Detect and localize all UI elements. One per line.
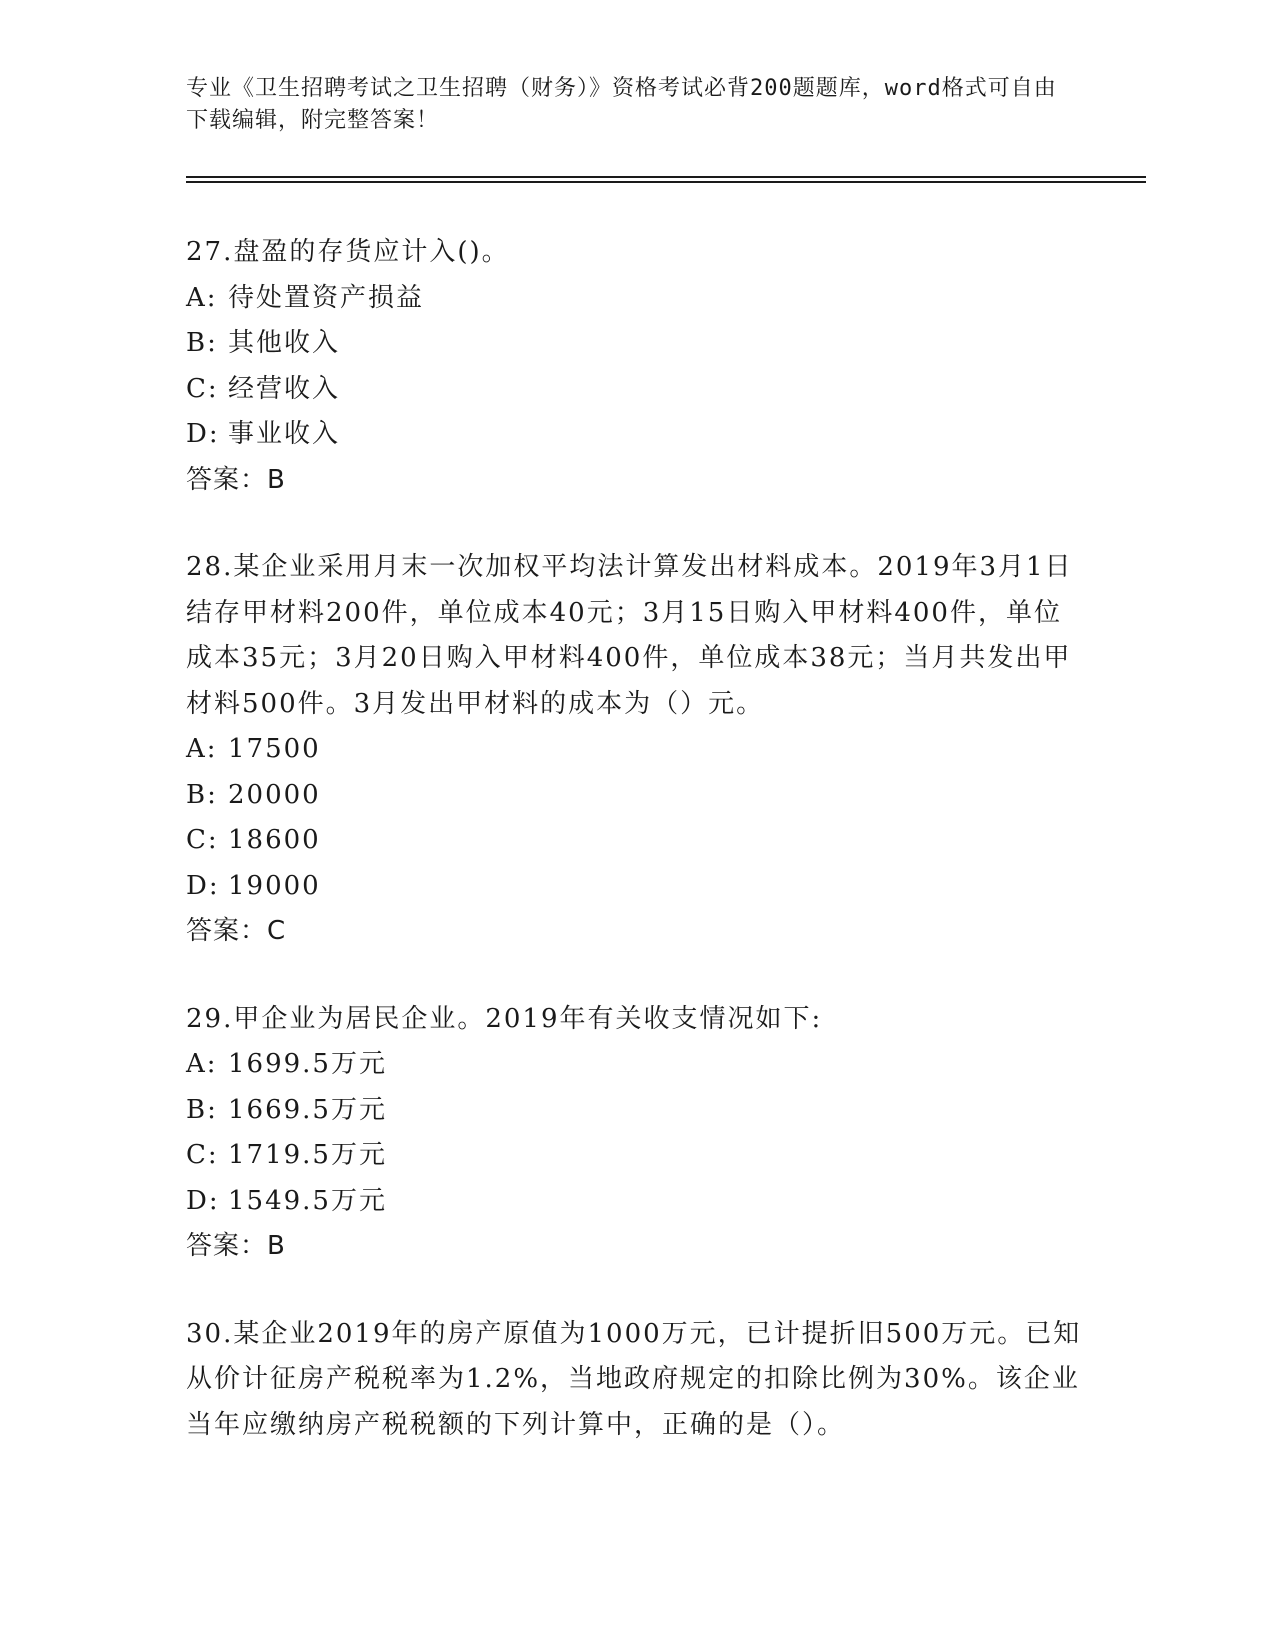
option-d (186, 412, 1086, 458)
question-27 (186, 230, 1086, 503)
option-b (186, 773, 1086, 819)
header-rule-bottom (186, 181, 1146, 183)
option-text: 其他收入 (228, 328, 341, 358)
option-text: 经营收入 (228, 373, 341, 404)
question-text: 29.甲企业为居民企业。2019年有关收支情况如下: (186, 1003, 823, 1034)
option-b (186, 1088, 1086, 1134)
header-rule-top (186, 176, 1146, 178)
option-d (186, 1179, 1086, 1225)
option-letter: B: (186, 1094, 218, 1125)
question-list (186, 230, 1086, 1490)
option-text: 19000 (228, 870, 321, 901)
option-letter: D: (186, 870, 220, 901)
option-text: 1719.5万元 (228, 1140, 387, 1170)
option-letter: A: (186, 734, 218, 764)
question-text: 27.盘盈的存货应计入()。 (186, 237, 510, 267)
option-letter: C: (186, 825, 219, 855)
option-c (186, 367, 1086, 413)
question-29 (186, 997, 1086, 1270)
option-letter: D: (186, 419, 220, 449)
option-text: 1699.5万元 (228, 1049, 387, 1079)
option-letter: A: (186, 1049, 218, 1079)
option-text: 1549.5万元 (228, 1185, 387, 1216)
question-text: 28.某企业采用月末一次加权平均法计算发出材料成本。2019年3月1日结存甲材料200件，单位成本40元；3月15日购入甲材料400件，单位成本35元；3月20日购入甲材料400件，单位成本38元；当月共发出甲材料500件。3月发出甲材料的成本为（）元。 (186, 552, 1073, 719)
option-d (186, 864, 1086, 910)
answer-line: 答案：B (186, 1231, 286, 1261)
question-text: 30.某企业2019年的房产原值为1000万元，已计提折旧500万元。已知从价计征房产税税率为1.2%，当地政府规定的扣除比例为30%。该企业当年应缴纳房产税税额的下列计算中，正确的是（）。 (186, 1318, 1082, 1440)
option-letter: B: (186, 328, 218, 358)
question-30 (186, 1312, 1086, 1449)
answer-line: 答案：B (186, 464, 286, 495)
option-c (186, 818, 1086, 864)
option-c (186, 1133, 1086, 1179)
option-text: 18600 (228, 825, 321, 855)
option-b (186, 321, 1086, 367)
option-letter: A: (186, 282, 218, 313)
option-letter: D: (186, 1185, 220, 1216)
option-a (186, 727, 1086, 773)
option-text: 17500 (228, 734, 321, 764)
option-text: 事业收入 (228, 419, 341, 449)
option-text: 待处置资产损益 (228, 282, 425, 313)
option-a (186, 276, 1086, 322)
option-text: 20000 (228, 779, 321, 810)
answer-line: 答案：C (186, 916, 287, 946)
option-letter: B: (186, 779, 218, 810)
option-text: 1669.5万元 (228, 1094, 387, 1125)
option-a (186, 1042, 1086, 1088)
question-28 (186, 545, 1086, 955)
option-letter: C: (186, 1140, 219, 1170)
option-letter: C: (186, 373, 219, 404)
document-header: 专业《卫生招聘考试之卫生招聘（财务）》资格考试必背200题题库，word格式可自由下载编辑，附完整答案！ (186, 76, 1057, 133)
